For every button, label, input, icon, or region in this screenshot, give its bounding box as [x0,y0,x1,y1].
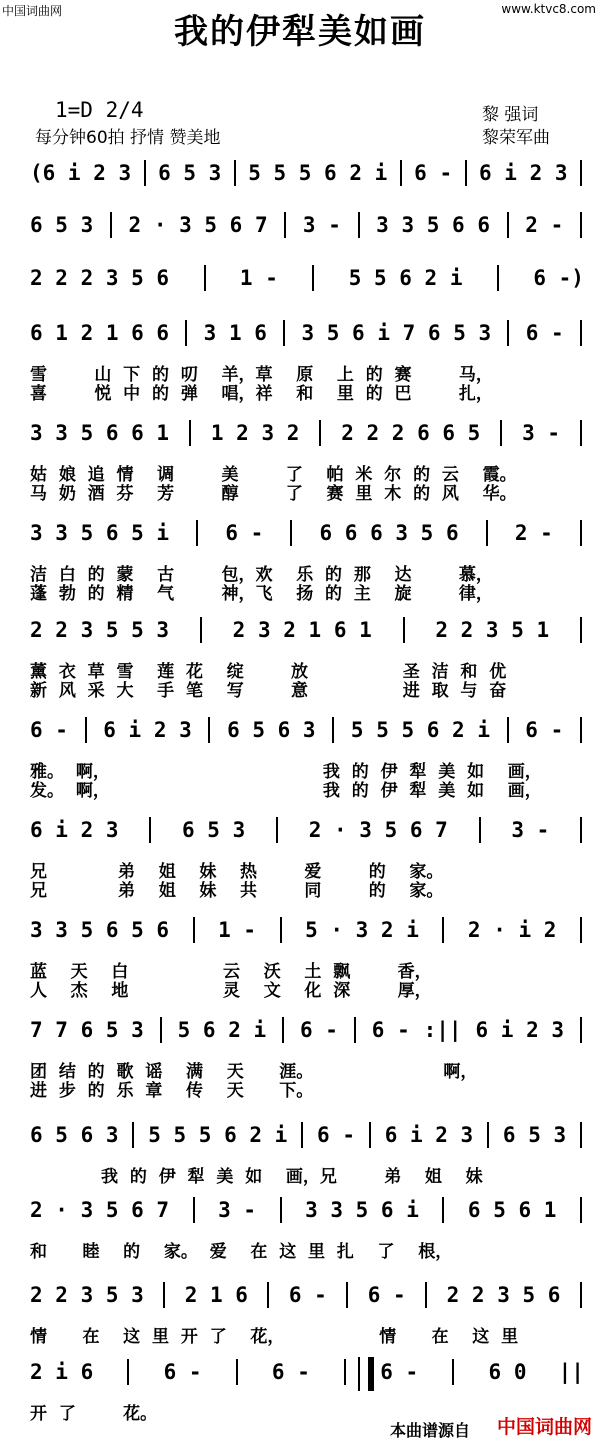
barline [507,717,509,743]
note-group: :|| [423,1018,462,1042]
barline [160,1017,162,1043]
notation-line [30,1280,584,1310]
note-group: 2 2 3 5 6 [446,1283,561,1307]
lyric-line: 兄 弟 姐 妹 共 同 的 家。 [30,881,444,901]
note-group: 2 1 6 [184,1283,248,1307]
barline [132,1122,134,1148]
lyric-line: 兄 弟 姐 妹 热 爱 的 家。 [30,862,444,882]
note-group: 6 0 [488,1360,527,1384]
note-group: 5 5 5 6 2 i [148,1123,288,1147]
barline [452,1359,454,1385]
note-group: 3 3 5 6 5 i [30,521,170,545]
watermark-right: www.ktvc8.com [501,2,596,16]
note-group: 2 2 3 5 5 3 [30,618,170,642]
footer-site-name: 中国词曲网 [496,1416,592,1438]
lyric-line: 雪 山 下 的 叨 羊，草 原 上 的 赛 马， [30,365,493,385]
lyricist-credit: 黎 强词 [482,105,539,125]
barline [346,1282,348,1308]
note-group: 6 - [271,1360,310,1384]
note-group: 5 5 5 6 2 i [248,161,388,185]
barline [580,160,582,186]
lyric-line: 和 睦 的 家。 爱 在 这 里 扎 了 根， [30,1242,453,1262]
note-group: 6 - [30,718,68,742]
barline [500,420,502,446]
barline [267,1282,269,1308]
note-group: 6 5 6 3 [30,1123,119,1147]
lyric-line: 喜 悦 中 的 弹 唱，祥 和 里 的 巴 扎， [30,384,493,404]
note-group: 2 - [525,213,564,237]
note-group: 3 3 5 6 6 1 [30,421,170,445]
note-group: 6 - [371,1018,410,1042]
note-group: 3 5 6 i 7 6 5 3 [301,321,492,345]
note-group: 2 i 6 [30,1360,94,1384]
barline [276,817,278,843]
barline [580,520,582,546]
lyric-line: 蓬 勃 的 精 气 神，飞 扬 的 主 旋 律， [30,584,493,604]
lyric-line: 发。 啊， 我 的 伊 犁 美 如 画， [30,781,542,801]
barline [234,160,236,186]
notation-line [30,158,584,188]
barline [85,717,87,743]
notation-line [30,418,584,448]
note-group: 6 5 3 [158,161,222,185]
notation-line [30,1195,584,1225]
barline [580,320,582,346]
barline [442,1197,444,1223]
note-group: 5 6 2 i [177,1018,267,1042]
barline [354,1017,356,1043]
lyric-line: 洁 白 的 蒙 古 包，欢 乐 的 那 达 慕， [30,565,493,585]
note-group: 3 3 5 6 i [305,1198,419,1222]
note-group: 2 2 3 5 3 [30,1283,144,1307]
note-group: 2 · 3 5 6 7 [128,213,268,237]
lyric-line: 团 结 的 歌 谣 满 天 涯。 啊， [30,1062,478,1082]
notation-line [30,1120,584,1150]
barline [236,1359,238,1385]
barline [580,1197,582,1223]
note-group: 6 - [300,1018,338,1042]
note-group: 3 3 5 6 6 [376,213,490,237]
barline [507,320,509,346]
barline [149,817,151,843]
note-group: 3 - [302,213,341,237]
note-group: 1 2 3 2 [210,421,300,445]
note-group: 6 - [380,1360,419,1384]
notation-line [30,518,584,548]
barline [479,817,481,843]
notation-line [30,715,584,745]
barline [344,1359,346,1385]
watermark-left: 中国词曲网 [2,4,63,18]
barline [185,320,187,346]
barline [196,520,198,546]
note-group: 6 - [414,161,453,185]
note-group: 6 i 2 3 [103,718,192,742]
notation-line [30,1357,584,1387]
barline [369,1122,371,1148]
note-group: 3 - [218,1198,257,1222]
barline [144,160,146,186]
barline [400,160,402,186]
barline [280,1197,282,1223]
barline [358,212,360,238]
barline [110,212,112,238]
barline [486,520,488,546]
barline [193,1197,195,1223]
note-group: 2 2 3 5 1 [435,618,550,642]
note-group: 2 · i 2 [467,918,557,942]
notation-line [30,318,584,348]
note-group: 6 -) [533,266,584,290]
barline [580,917,582,943]
barline [301,1122,303,1148]
barline [163,1282,165,1308]
note-group: 6 5 3 [182,818,246,842]
notation-line [30,815,584,845]
notation-line [30,615,584,645]
score-system [0,815,600,905]
lyric-line: 进 步 的 乐 章 传 天 下。 [30,1081,314,1101]
note-group: 2 · 3 5 6 7 [30,1198,170,1222]
lyric-line: 开 了 花。 [30,1404,158,1424]
notation-line [30,210,584,240]
lyric-line: 马 奶 酒 芬 芳 醇 了 赛 里 木 的 风 华。 [30,484,517,504]
note-group: 1 - [239,266,278,290]
final-barline-thick [368,1357,374,1391]
barline [580,1282,582,1308]
song-title: 我的伊犁美如画 [174,12,426,52]
barline [580,1017,582,1043]
note-group: 2 3 2 1 6 1 [232,618,372,642]
lyric-line: 姑 娘 追 情 调 美 了 帕 米 尔 的 云 霞。 [30,465,517,485]
score-system [0,518,600,608]
lyric-line: 人 杰 地 灵 文 化 深 厚， [30,981,432,1001]
barline [332,717,334,743]
barline [507,212,509,238]
note-group: 3 1 6 [203,321,267,345]
note-group: 5 5 6 2 i [348,266,463,290]
note-group: 6 - [225,521,264,545]
barline [580,817,582,843]
note-group: 2 2 2 6 6 5 [341,421,481,445]
barline [425,1282,427,1308]
barline [403,617,405,643]
note-group: 6 - [525,718,564,742]
note-group: 6 i 2 3 [30,818,119,842]
notation-line [30,915,584,945]
note-group: 2 · 3 5 6 7 [308,818,448,842]
barline [282,1017,284,1043]
note-group: 5 · 3 2 i [305,918,419,942]
note-group: 6 5 6 1 [467,1198,557,1222]
note-group: (6 i 2 3 [30,161,132,185]
notation-line [30,263,584,293]
barline [280,917,282,943]
barline [193,917,195,943]
note-group: 6 i 2 3 [475,1018,565,1042]
lyric-line: 新 风 采 大 手 笔 写 意 进 取 与 奋 [30,681,507,701]
barline [189,420,191,446]
note-group: 6 i 2 3 [479,161,568,185]
barline [200,617,202,643]
barline [580,1122,582,1148]
note-group: 6 1 2 1 6 6 [30,321,170,345]
barline [580,717,582,743]
note-group: 6 - [317,1123,355,1147]
barline [442,917,444,943]
barline [580,617,582,643]
note-group: || [558,1360,584,1384]
score-system [0,715,600,805]
barline [312,265,314,291]
note-group: 1 - [218,918,257,942]
note-group: 6 - [525,321,564,345]
note-group: 6 - [288,1283,327,1307]
note-group: 6 5 6 3 [227,718,316,742]
score-system [0,1015,600,1105]
barline [208,717,210,743]
note-group: 6 - [163,1360,202,1384]
note-group: 6 - [367,1283,406,1307]
barline [284,212,286,238]
footer-source-label: 本曲谱源自 [390,1421,471,1440]
notation-line [30,1015,584,1045]
score-system [0,418,600,508]
note-group: 5 5 5 6 2 i [350,718,490,742]
tempo-marking: 每分钟60拍 抒情 赞美地 [35,128,221,148]
barline [127,1359,129,1385]
score-system [0,615,600,705]
lyric-line: 情 在 这 里 开 了 花， 情 在 这 里 [30,1327,519,1347]
score-system [0,915,600,1005]
key-signature: 1=D 2/4 [55,98,144,122]
composer-credit: 黎荣军曲 [482,128,550,148]
barline [487,1122,489,1148]
barline [580,212,582,238]
note-group: 3 - [511,818,550,842]
note-group: 2 2 2 3 5 6 [30,266,170,290]
barline [497,265,499,291]
barline [319,420,321,446]
note-group: 6 i 2 3 [384,1123,474,1147]
barline [580,420,582,446]
note-group: 6 6 6 3 5 6 [319,521,459,545]
note-group: 3 - [522,421,561,445]
barline [465,160,467,186]
lyric-line: 蓝 天 白 云 沃 土 飘 香， [30,962,432,982]
score-system [0,1195,600,1285]
note-group: 6 5 3 [502,1123,567,1147]
lyric-line: 我 的 伊 犁 美 如 画，兄 弟 姐 妹 [30,1167,483,1187]
note-group: 2 - [514,521,553,545]
note-group: 7 7 6 5 3 [30,1018,144,1042]
barline [290,520,292,546]
barline [204,265,206,291]
score-system [0,318,600,408]
note-group: 6 5 3 [30,213,94,237]
note-group: 3 3 5 6 5 6 [30,918,170,942]
barline [283,320,285,346]
lyric-line: 薰 衣 草 雪 莲 花 绽 放 圣 洁 和 优 [30,662,507,682]
lyric-line: 雅。 啊， 我 的 伊 犁 美 如 画， [30,762,542,782]
final-barline-thin [358,1357,360,1391]
